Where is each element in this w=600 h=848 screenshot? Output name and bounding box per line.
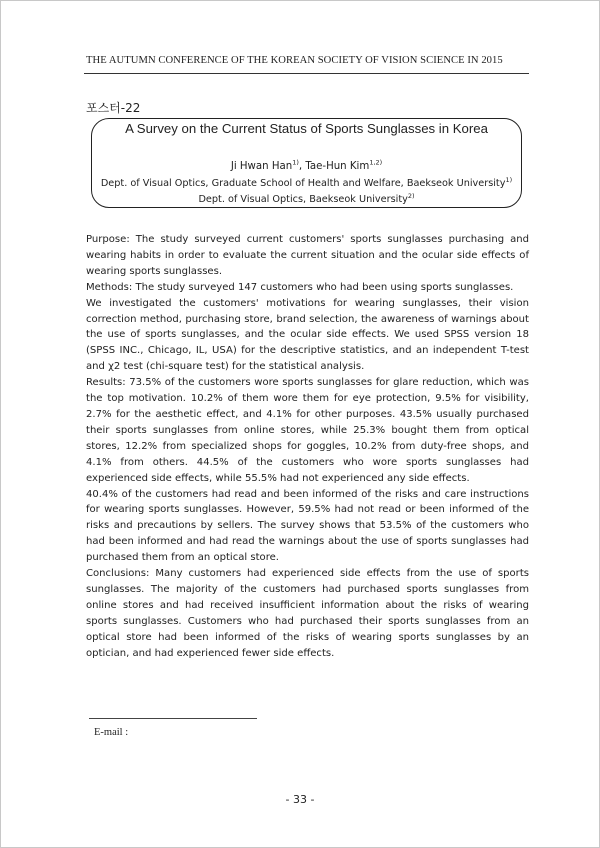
page-number: - 33 - xyxy=(285,793,315,806)
author-list xyxy=(92,158,521,172)
affiliation-text: Dept. of Visual Optics, Baekseok University xyxy=(198,194,408,205)
abstract-purpose: Purpose: The study surveyed current customers' sports sunglasses purchasing and wearing habits in order to evaluate the current situation and the ocular side effects of wearing sports sunglasses. xyxy=(86,234,529,277)
title-box xyxy=(91,118,522,208)
paper-title: A Survey on the Current Status of Sports Sunglasses in Korea xyxy=(125,121,488,136)
footnote-rule xyxy=(89,718,257,719)
abstract-conclusions: Conclusions: Many customers had experienced side effects from the use of sports sunglasses. The majority of the customers had purchased sports sunglasses from online stores and had received insufficient information about the risks of wearing sports sunglasses. Customers who had purchased their sports sunglasses from an optical store had been informed of the risks of wearing sports sunglasses by an optician, and had experienced fewer side effects. xyxy=(86,568,529,659)
affiliation-text: Dept. of Visual Optics, Graduate School of Health and Welfare, Baekseok University xyxy=(100,178,506,189)
affiliation xyxy=(92,175,521,189)
email-footnote: E-mail : xyxy=(94,727,129,738)
affiliation-mark: 1) xyxy=(505,175,513,184)
author-affil-mark: 1,2) xyxy=(369,158,383,167)
conference-header: THE AUTUMN CONFERENCE OF THE KOREAN SOCIETY OF VISION SCIENCE IN 2015 xyxy=(86,55,503,66)
author-name: Ji Hwan Han xyxy=(230,161,293,172)
affiliation xyxy=(92,191,521,205)
author-affil-mark: 1) xyxy=(292,158,299,167)
abstract-results-detail: 40.4% of the customers had read and been informed of the risks and care instructions for wearing sports sunglasses. However, 59.5% had not read or been informed of the risks and precautions by sellers. The survey shows that 53.5% of the customers who had been informed and had read the warnings about the use of sports sunglasses had purchased them from an optical store. xyxy=(86,488,529,564)
affiliation-mark: 2) xyxy=(407,191,415,200)
abstract-methods: Methods: The study surveyed 147 customers who had been using sports sunglasses. xyxy=(86,281,514,293)
poster-label: 포스터-22 xyxy=(86,101,141,115)
abstract-body xyxy=(86,232,529,661)
header-rule xyxy=(84,73,529,74)
abstract-results: Results: 73.5% of the customers wore sports sunglasses for glare reduction, which was the top motivation. 10.2% of them wore them for eye protection, 9.5% for visibility, 2.7% for the aesthetic effect, and 4.1% for other purposes. 43.5% usually purchased their sports sunglasses from online stores, while 25.3% bought them from optical stores, 12.2% from specialized shops for goggles, 10.2% from duty-free shops, and 4.1% from others. 44.5% of the customers who wore sports sunglasses had experienced side effects, while 55.5% had not experienced any side effects. xyxy=(86,377,529,484)
author-separator: , xyxy=(298,161,306,172)
abstract-methods-detail: We investigated the customers' motivations for wearing sunglasses, their vision correction method, purchasing store, brand selection, the awareness of warnings about the use of sports sunglasses, and the ocular side effects. We used SPSS version 18 (SPSS INC., Chicago, IL, USA) for the descriptive statistics, and an independent T-test and χ2 test (chi-square test) for the statistical analysis. xyxy=(86,297,529,373)
author-name: Tae-Hun Kim xyxy=(305,161,370,172)
